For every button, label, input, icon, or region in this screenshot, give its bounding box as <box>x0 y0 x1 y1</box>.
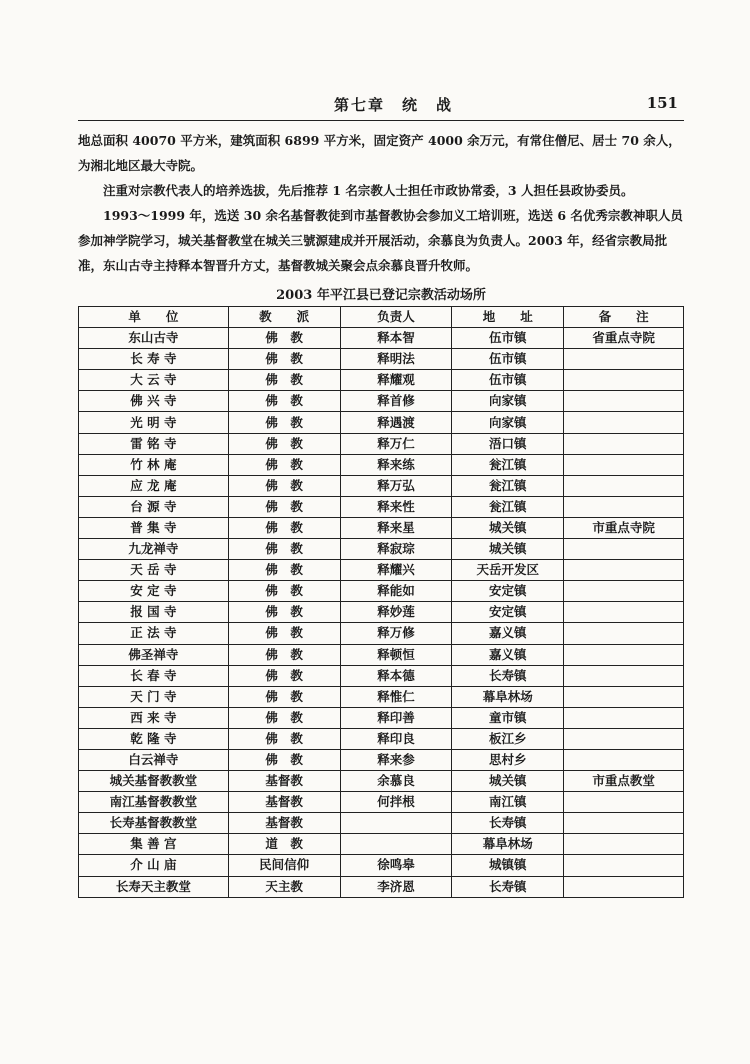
table-cell: 释万仁 <box>340 433 452 454</box>
table-cell: 民间信仰 <box>228 855 340 876</box>
table-cell: 市重点教堂 <box>564 771 684 792</box>
table-cell: 释明法 <box>340 349 452 370</box>
table-cell: 市重点寺院 <box>564 517 684 538</box>
table-cell: 板江乡 <box>452 728 564 749</box>
table-cell <box>564 623 684 644</box>
paragraph: 1993～1999 年，选送 30 余名基督教徒到市基督教协会参加义工培训班，选送 6 名优秀宗教神职人员参加神学院学习，城关基督教堂在城关三號源建成并开展活动，余慕良为负责人。2003 年，经省宗教局批准，东山古寺主持释本智晋升方丈，基督教城关聚会点余慕良晋升牧师。 <box>78 208 683 273</box>
table-cell: 普 集 寺 <box>79 517 229 538</box>
table-cell <box>564 876 684 897</box>
table-cell <box>564 454 684 475</box>
table-cell: 基督教 <box>228 792 340 813</box>
table-row <box>79 771 684 792</box>
table-cell <box>564 475 684 496</box>
table-cell: 嘉义镇 <box>452 623 564 644</box>
table-cell <box>564 560 684 581</box>
table-cell <box>564 539 684 560</box>
table-cell: 光 明 寺 <box>79 412 229 433</box>
table-cell: 城关镇 <box>452 771 564 792</box>
table-cell: 佛 教 <box>228 560 340 581</box>
table-row <box>79 496 684 517</box>
table-row <box>79 475 684 496</box>
chapter-title: 第七章 统 战 <box>334 96 454 114</box>
table-cell: 报 国 寺 <box>79 602 229 623</box>
table-cell: 释本智 <box>340 328 452 349</box>
table-cell <box>564 433 684 454</box>
table-cell <box>564 686 684 707</box>
table-cell: 竹 林 庵 <box>79 454 229 475</box>
table-cell: 佛 教 <box>228 475 340 496</box>
table-cell: 释印良 <box>340 728 452 749</box>
table-cell: 长寿基督教教堂 <box>79 813 229 834</box>
table-cell <box>564 496 684 517</box>
table-cell: 大 云 寺 <box>79 370 229 391</box>
table-cell <box>564 391 684 412</box>
table-cell: 介 山 庙 <box>79 855 229 876</box>
table-cell: 释遇渡 <box>340 412 452 433</box>
table-cell <box>564 602 684 623</box>
body-text <box>78 128 684 278</box>
table-row <box>79 349 684 370</box>
table-cell: 释万弘 <box>340 475 452 496</box>
table-cell <box>564 370 684 391</box>
table-cell: 李济恩 <box>340 876 452 897</box>
table-row <box>79 707 684 728</box>
table-cell: 释万修 <box>340 623 452 644</box>
table-cell: 安定镇 <box>452 602 564 623</box>
religious-sites-table <box>78 306 684 898</box>
table-cell: 伍市镇 <box>452 349 564 370</box>
table-cell: 天 岳 寺 <box>79 560 229 581</box>
table-cell: 长寿镇 <box>452 665 564 686</box>
table-body <box>79 328 684 898</box>
table-cell: 长寿天主教堂 <box>79 876 229 897</box>
table-cell: 幕阜林场 <box>452 834 564 855</box>
table-cell <box>564 792 684 813</box>
table-cell: 佛 教 <box>228 496 340 517</box>
table-cell: 向家镇 <box>452 412 564 433</box>
table-cell <box>564 644 684 665</box>
table-cell: 佛 教 <box>228 433 340 454</box>
table-row <box>79 876 684 897</box>
table-cell: 释来练 <box>340 454 452 475</box>
table-cell: 长寿镇 <box>452 876 564 897</box>
table-cell: 城关镇 <box>452 539 564 560</box>
table-cell: 释顿恒 <box>340 644 452 665</box>
table-cell: 思村乡 <box>452 749 564 770</box>
column-header: 教 派 <box>228 307 340 328</box>
table-cell: 佛 教 <box>228 328 340 349</box>
table-cell: 何拌根 <box>340 792 452 813</box>
table-cell: 佛 教 <box>228 349 340 370</box>
table-cell <box>564 581 684 602</box>
table-cell: 佛 教 <box>228 370 340 391</box>
table-cell: 佛 教 <box>228 602 340 623</box>
table-cell: 城关基督教教堂 <box>79 771 229 792</box>
table-row <box>79 391 684 412</box>
table-cell: 瓮江镇 <box>452 454 564 475</box>
table-cell: 瓮江镇 <box>452 475 564 496</box>
table-cell <box>564 707 684 728</box>
table-cell: 乾 隆 寺 <box>79 728 229 749</box>
table-row <box>79 581 684 602</box>
table-cell <box>564 855 684 876</box>
paragraph: 地总面积 40070 平方米，建筑面积 6899 平方米，固定资产 4000 余万元，有常住僧尼、居士 70 余人，为湘北地区最大寺院。 <box>78 133 681 173</box>
table-row <box>79 560 684 581</box>
table-cell <box>564 813 684 834</box>
table-cell: 浯口镇 <box>452 433 564 454</box>
table-row <box>79 454 684 475</box>
table-row <box>79 749 684 770</box>
table-cell: 释能如 <box>340 581 452 602</box>
table-cell: 九龙禅寺 <box>79 539 229 560</box>
table-cell <box>340 813 452 834</box>
table-cell: 佛 教 <box>228 391 340 412</box>
table-cell: 东山古寺 <box>79 328 229 349</box>
table-cell: 释本德 <box>340 665 452 686</box>
table-cell: 西 来 寺 <box>79 707 229 728</box>
table-row <box>79 328 684 349</box>
table-cell: 安 定 寺 <box>79 581 229 602</box>
table-cell: 佛 兴 寺 <box>79 391 229 412</box>
table-cell: 佛 教 <box>228 686 340 707</box>
table-cell: 佛 教 <box>228 581 340 602</box>
table-cell: 释来参 <box>340 749 452 770</box>
page-header <box>78 94 678 118</box>
column-header: 地 址 <box>452 307 564 328</box>
table-cell: 省重点寺院 <box>564 328 684 349</box>
table-cell: 释首修 <box>340 391 452 412</box>
table-cell <box>564 412 684 433</box>
table-cell: 正 法 寺 <box>79 623 229 644</box>
table-row <box>79 665 684 686</box>
table-cell: 佛 教 <box>228 623 340 644</box>
table-cell: 释来星 <box>340 517 452 538</box>
column-header: 单 位 <box>79 307 229 328</box>
table-row <box>79 644 684 665</box>
table-row <box>79 370 684 391</box>
table-row <box>79 813 684 834</box>
table-row <box>79 517 684 538</box>
table-cell <box>564 349 684 370</box>
table-row <box>79 602 684 623</box>
table-cell: 南江基督教教堂 <box>79 792 229 813</box>
table-cell: 长 春 寺 <box>79 665 229 686</box>
table-cell <box>564 665 684 686</box>
table-header-row <box>79 307 684 328</box>
table-cell: 伍市镇 <box>452 328 564 349</box>
table-cell: 应 龙 庵 <box>79 475 229 496</box>
table-cell: 道 教 <box>228 834 340 855</box>
table-cell: 释耀兴 <box>340 560 452 581</box>
table-row <box>79 728 684 749</box>
table-cell: 向家镇 <box>452 391 564 412</box>
table-row <box>79 433 684 454</box>
table-cell: 雷 铭 寺 <box>79 433 229 454</box>
table-cell: 释妙莲 <box>340 602 452 623</box>
table-cell: 佛 教 <box>228 644 340 665</box>
table-cell: 城镇镇 <box>452 855 564 876</box>
table-cell: 释印善 <box>340 707 452 728</box>
table-cell: 童市镇 <box>452 707 564 728</box>
table-cell <box>564 728 684 749</box>
table-cell: 长 寿 寺 <box>79 349 229 370</box>
table-cell: 长寿镇 <box>452 813 564 834</box>
table-cell: 基督教 <box>228 813 340 834</box>
table-cell: 幕阜林场 <box>452 686 564 707</box>
table-cell: 嘉义镇 <box>452 644 564 665</box>
table-cell <box>340 834 452 855</box>
table-cell: 安定镇 <box>452 581 564 602</box>
table-cell: 佛 教 <box>228 539 340 560</box>
table-cell: 释惟仁 <box>340 686 452 707</box>
table-cell: 佛圣禅寺 <box>79 644 229 665</box>
table-cell <box>564 834 684 855</box>
table-cell: 释寂琮 <box>340 539 452 560</box>
table-cell: 佛 教 <box>228 454 340 475</box>
table-cell: 瓮江镇 <box>452 496 564 517</box>
table-cell: 释耀观 <box>340 370 452 391</box>
table-cell: 天主教 <box>228 876 340 897</box>
table-cell: 佛 教 <box>228 728 340 749</box>
table-cell: 释来性 <box>340 496 452 517</box>
table-cell: 天岳开发区 <box>452 560 564 581</box>
table-row <box>79 834 684 855</box>
page-number: 151 <box>646 94 678 112</box>
column-header: 备 注 <box>564 307 684 328</box>
table-cell <box>564 749 684 770</box>
table-cell: 佛 教 <box>228 665 340 686</box>
table-cell: 佛 教 <box>228 707 340 728</box>
table-row <box>79 686 684 707</box>
table-cell: 佛 教 <box>228 412 340 433</box>
column-header: 负责人 <box>340 307 452 328</box>
table-cell: 徐鸣皋 <box>340 855 452 876</box>
table-cell: 佛 教 <box>228 517 340 538</box>
table-row <box>79 855 684 876</box>
table-cell: 南江镇 <box>452 792 564 813</box>
table-cell: 基督教 <box>228 771 340 792</box>
table-cell: 佛 教 <box>228 749 340 770</box>
table-cell: 集 善 宫 <box>79 834 229 855</box>
header-rule <box>78 120 684 121</box>
table-row <box>79 623 684 644</box>
table-cell: 伍市镇 <box>452 370 564 391</box>
table-cell: 余慕良 <box>340 771 452 792</box>
paragraph: 注重对宗教代表人的培养选拔，先后推荐 1 名宗教人士担任市政协常委，3 人担任县政协委员。 <box>103 183 634 198</box>
table-title: 2003 年平江县已登记宗教活动场所 <box>276 288 486 303</box>
table-cell: 天 门 寺 <box>79 686 229 707</box>
table-cell: 城关镇 <box>452 517 564 538</box>
table-cell: 台 源 寺 <box>79 496 229 517</box>
table-cell: 白云禅寺 <box>79 749 229 770</box>
table-row <box>79 412 684 433</box>
table-row <box>79 539 684 560</box>
table-row <box>79 792 684 813</box>
